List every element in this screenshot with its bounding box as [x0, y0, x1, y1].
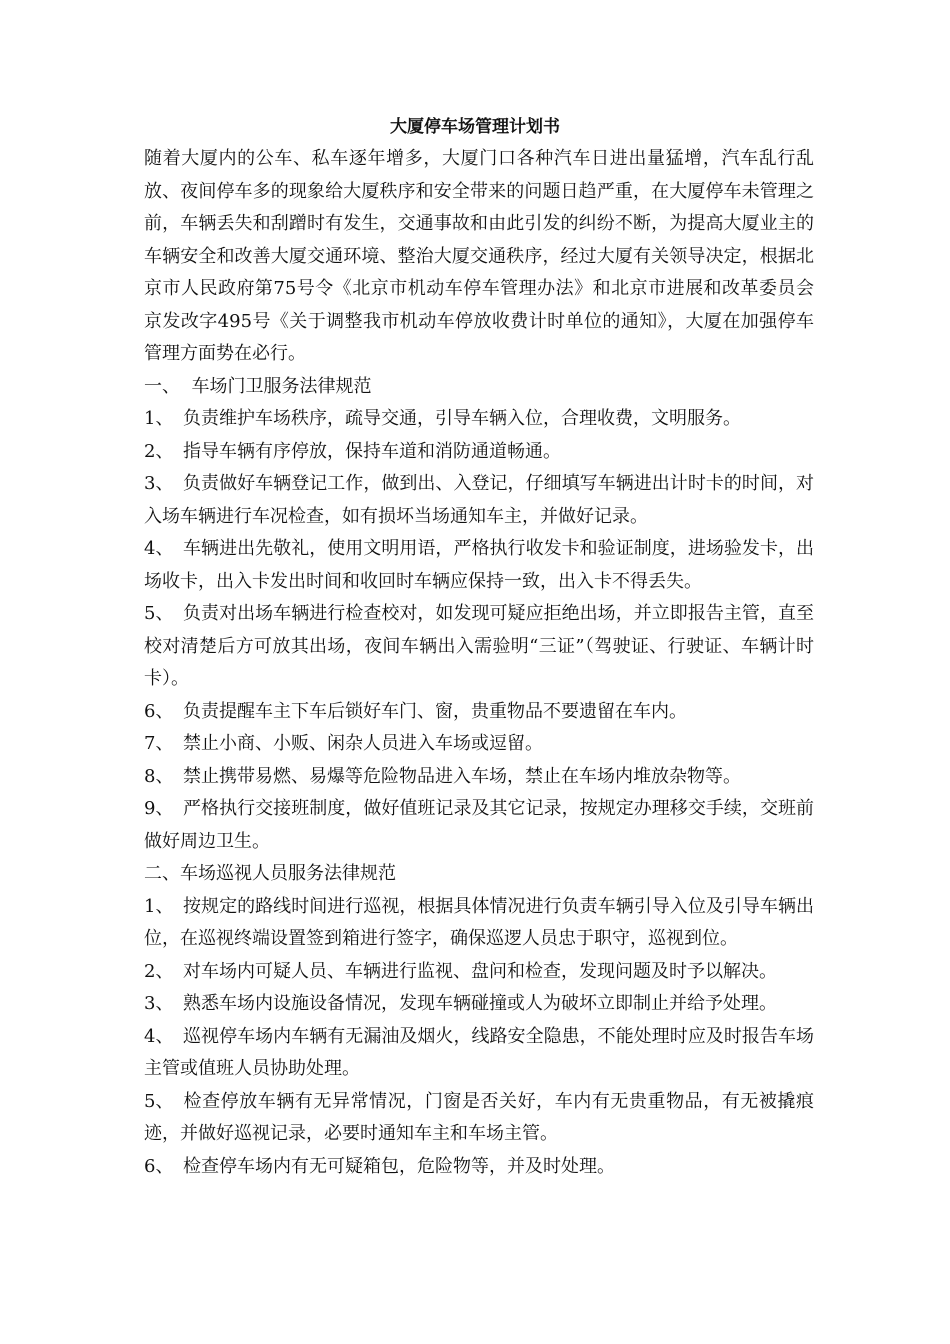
section1-item [144, 468, 814, 533]
item-number: 4、 [144, 538, 174, 559]
section2-item [144, 988, 814, 1021]
section1-item [144, 598, 814, 696]
item-text: 按规定的路线时间进行巡视，根据具体情况进行负责车辆引导入位及引导车辆出位，在巡视终端设置签到箱进行签字，确保巡逻人员忠于职守，巡视到位。 [144, 895, 814, 949]
section2-list [144, 891, 814, 1184]
item-number: 7、 [144, 733, 174, 754]
item-text: 负责提醒车主下车后锁好车门、窗，贵重物品不要遗留在车内。 [183, 700, 687, 722]
item-number: 4、 [144, 1025, 174, 1047]
section1-item [144, 761, 814, 794]
section2-item [144, 1151, 814, 1184]
item-text: 指导车辆有序停放，保持车道和消防通道畅通。 [183, 440, 561, 462]
item-text: 严格执行交接班制度，做好值班记录及其它记录，按规定办理移交手续，交班前做好周边卫生。 [144, 798, 814, 852]
item-number: 6、 [144, 1155, 174, 1177]
item-text: 负责做好车辆登记工作，做到出、入登记，仔细填写车辆进出计时卡的时间，对入场车辆进行车况检查，如有损坏当场通知车主，并做好记录。 [144, 473, 814, 527]
item-text: 禁止小商、小贩、闲杂人员进入车场或逗留。 [183, 733, 543, 754]
item-text: 车辆进出先敬礼，使用文明用语，严格执行收发卡和验证制度，进场验发卡，出场收卡，出入卡发出时间和收回时车辆应保持一致，出入卡不得丢失。 [144, 538, 814, 592]
item-number: 8、 [144, 765, 174, 787]
section2-item [144, 1086, 814, 1151]
item-number: 3、 [144, 473, 174, 494]
item-number: 1、 [144, 895, 174, 917]
item-number: 5、 [144, 1090, 174, 1112]
item-number: 5、 [144, 603, 174, 624]
document-title: 大厦停车场管理计划书 [390, 117, 560, 137]
section1-item [144, 793, 814, 858]
section1-item [144, 696, 814, 729]
item-text: 禁止携带易燃、易爆等危险物品进入车场，禁止在车场内堆放杂物等。 [183, 765, 741, 787]
document-body [144, 143, 814, 1183]
item-number: 2、 [144, 960, 174, 982]
section1-item [144, 436, 814, 469]
item-number: 3、 [144, 993, 174, 1014]
section2-item [144, 956, 814, 989]
item-text: 巡视停车场内车辆有无漏油及烟火，线路安全隐患，不能处理时应及时报告车场主管或值班人员协助处理。 [144, 1025, 814, 1079]
item-number: 9、 [144, 798, 174, 819]
section2-item [144, 1021, 814, 1086]
item-text: 检查停车场内有无可疑箱包，危险物等，并及时处理。 [183, 1155, 615, 1177]
item-text: 对车场内可疑人员、车辆进行监视、盘问和检查，发现问题及时予以解决。 [183, 960, 777, 982]
item-number: 6、 [144, 700, 174, 722]
item-number: 2、 [144, 440, 174, 462]
section2-heading: 二、车场巡视人员服务法律规范 [144, 863, 396, 884]
section1-list [144, 403, 814, 858]
section1-item [144, 403, 814, 436]
item-text: 检查停放车辆有无异常情况，门窗是否关好，车内有无贵重物品，有无被撬痕迹，并做好巡视记录，必要时通知车主和车场主管。 [144, 1090, 814, 1144]
section1-heading: 一、 车场门卫服务法律规范 [144, 375, 372, 397]
section2-item [144, 891, 814, 956]
intro-paragraph: 随着大厦内的公车、私车逐年增多，大厦门口各种汽车日进出量猛增，汽车乱行乱放、夜间停车多的现象给大厦秩序和安全带来的问题日趋严重，在大厦停车未管理之前，车辆丢失和刮蹭时有发生，交通事故和由此引发的纠纷不断，为提高大厦业主的车辆安全和改善大厦交通环境、整治大厦交通秩序，经过大厦有关领导决定，根据北京市人民政府第75号令《北京市机动车停车管理办法》和北京市进展和改革委员会京发改字495号《关于调整我市机动车停放收费计时单位的通知》，大厦在加强停车管理方面势在必行。 [144, 148, 814, 364]
section1-item [144, 533, 814, 598]
item-text: 熟悉车场内设施设备情况，发现车辆碰撞或人为破坏立即制止并给予处理。 [183, 993, 777, 1014]
section1-item [144, 728, 814, 761]
item-text: 负责对出场车辆进行检查校对，如发现可疑应拒绝出场，并立即报告主管，直至校对清楚后方可放其出场，夜间车辆出入需验明“三证”（驾驶证、行驶证、车辆计时卡）。 [144, 603, 814, 689]
item-text: 负责维护车场秩序，疏导交通，引导车辆入位，合理收费，文明服务。 [183, 408, 741, 429]
item-number: 1、 [144, 408, 174, 429]
